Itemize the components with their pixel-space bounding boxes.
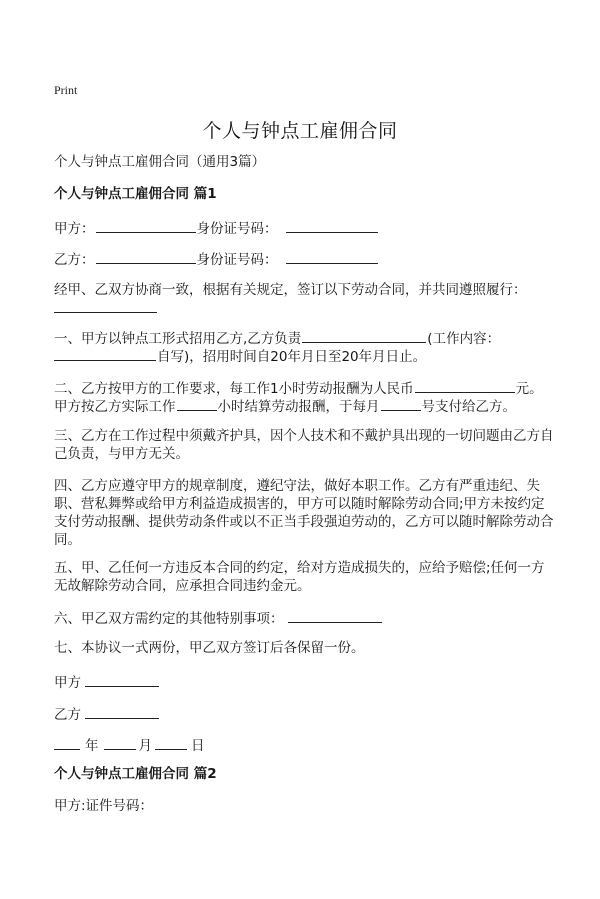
clause-1-line-1 bbox=[54, 328, 500, 348]
clause-4: 四、乙方应遵守甲方的规章制度，遵纪守法，做好本职工作。乙方有严重违纪、失职、营私舞弊或给甲方利益造成损害的，甲方可以随时解除劳动合同;甲方未按约定支付劳动报酬、提供劳动条件或以不正当手段强迫劳动的，乙方可以随时解除劳动合同。 bbox=[54, 478, 554, 548]
section1-heading: 个人与钟点工雇佣合同 篇1 bbox=[54, 186, 217, 202]
sign-b-field[interactable] bbox=[85, 704, 159, 719]
party-b-row bbox=[54, 249, 379, 269]
intro-text: 经甲、乙双方协商一致，根据有关规定，签订以下劳动合同，并共同遵照履行： bbox=[54, 282, 527, 298]
clause-2-line-1 bbox=[54, 378, 543, 398]
section2-heading: 个人与钟点工雇佣合同 篇2 bbox=[54, 766, 217, 782]
date-day-label: 日 bbox=[191, 738, 205, 754]
section2-first-line: 甲方:证件号码： bbox=[54, 798, 154, 814]
sign-a-label: 甲方 bbox=[54, 675, 81, 691]
date-year-field[interactable] bbox=[54, 735, 80, 750]
clause-2-text-e: 号支付给乙方。 bbox=[421, 399, 516, 415]
clause-2-hours-field[interactable] bbox=[177, 396, 217, 411]
clause-2-text-c: 甲方按乙方实际工作 bbox=[54, 399, 176, 415]
party-b-id-field[interactable] bbox=[286, 249, 378, 264]
date-month-field[interactable] bbox=[104, 735, 136, 750]
clause-1-text-b: (工作内容： bbox=[427, 331, 501, 347]
clause-1-content-field[interactable] bbox=[54, 346, 156, 361]
clause-5: 五、甲、乙任何一方违反本合同的约定，给对方造成损失的，应给予赔偿;任何一方无故解除劳动合同，应承担合同违约金元。 bbox=[54, 560, 545, 594]
sign-a-field[interactable] bbox=[85, 672, 159, 687]
document-title: 个人与钟点工雇佣合同 bbox=[202, 120, 398, 142]
party-a-id-label: 身份证号码： bbox=[196, 221, 278, 237]
date-month-label: 月 bbox=[138, 738, 152, 754]
party-b-id-label: 身份证号码： bbox=[196, 252, 278, 268]
clause-7: 七、本协议一式两份，甲乙双方签订后各保留一份。 bbox=[54, 640, 365, 656]
clause-1-text-c: 自写)，招用时间自20年月日至20年月日止。 bbox=[157, 349, 427, 365]
date-day-field[interactable] bbox=[155, 735, 187, 750]
party-a-label: 甲方： bbox=[54, 221, 95, 237]
clause-6-text: 六、甲乙双方需约定的其他特别事项： bbox=[54, 611, 284, 627]
clause-2-text-d: 小时结算劳动报酬，于每月 bbox=[217, 399, 380, 415]
clause-6-row bbox=[54, 608, 383, 628]
clause-2-rate-field[interactable] bbox=[415, 378, 515, 393]
clause-1-text-a: 一、甲方以钟点工形式招用乙方,乙方负责 bbox=[54, 331, 302, 347]
print-label[interactable]: Print bbox=[54, 83, 78, 97]
clause-1-line-2 bbox=[54, 346, 426, 366]
clause-2-payday-field[interactable] bbox=[381, 396, 421, 411]
party-a-name-field[interactable] bbox=[96, 218, 196, 233]
party-b-name-field[interactable] bbox=[96, 249, 196, 264]
clause-2-text-a: 二、乙方按甲方的工作要求，每工作1小时劳动报酬为人民币 bbox=[54, 381, 414, 397]
clause-3: 三、乙方在工作过程中须戴齐护具，因个人技术和不戴护具出现的一切问题由乙方自己负责，与甲方无关。 bbox=[54, 428, 554, 462]
sign-b-label: 乙方 bbox=[54, 707, 81, 723]
party-a-id-field[interactable] bbox=[286, 218, 378, 233]
intro-blank-field[interactable] bbox=[54, 312, 157, 313]
clause-1-duty-field[interactable] bbox=[302, 328, 426, 343]
party-a-row bbox=[54, 218, 379, 238]
party-b-label: 乙方： bbox=[54, 252, 95, 268]
date-year-label: 年 bbox=[85, 738, 99, 754]
sign-a-row bbox=[54, 672, 160, 692]
document-subtitle: 个人与钟点工雇佣合同（通用3篇） bbox=[54, 154, 266, 170]
clause-6-field[interactable] bbox=[288, 608, 382, 623]
clause-2-line-2 bbox=[54, 396, 516, 416]
date-row bbox=[54, 735, 205, 755]
clause-2-text-b: 元。 bbox=[515, 381, 543, 397]
sign-b-row bbox=[54, 704, 160, 724]
